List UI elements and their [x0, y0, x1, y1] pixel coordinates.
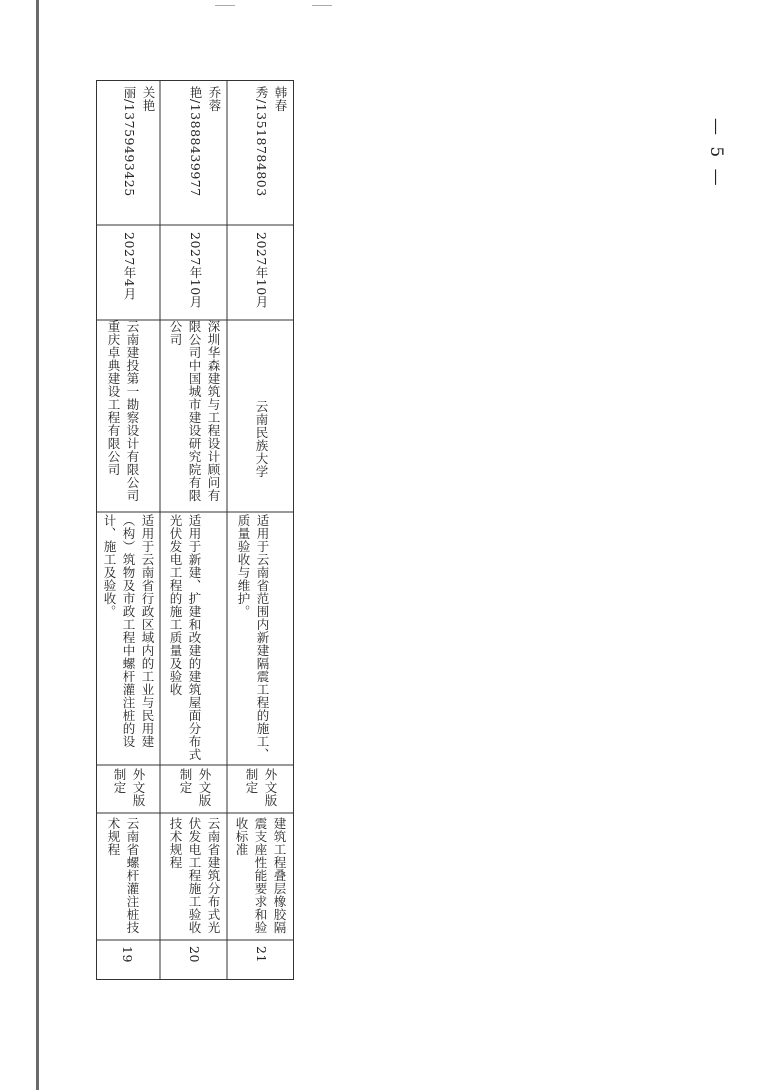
- date-cell: 2027年4月: [122, 232, 137, 301]
- scan-mark: [312, 5, 332, 6]
- contact-cell: 乔蓉艳/13888439977: [188, 86, 222, 197]
- type-cell: 外文版制定: [178, 768, 212, 807]
- name-cell: 云南省螺杆灌注桩技术规程: [106, 817, 140, 934]
- standards-table: [96, 80, 294, 980]
- scope-cell: 适用于云南省范围内新建隔震工程的施工、质量验收与维护。: [236, 514, 270, 761]
- row-number: 21: [254, 946, 269, 963]
- units-cell: 云南民族大学: [254, 400, 269, 478]
- name-cell: 建筑工程叠层橡胶隔震支座性能要求和验收标准: [234, 817, 287, 934]
- type-cell: 外文版制定: [112, 768, 146, 807]
- scan-edge-line: [36, 0, 39, 1090]
- units-cell: 云南建投第一勘察设计有限公司重庆卓典建设工程有限公司: [106, 320, 140, 502]
- type-cell: 外文版制定: [244, 768, 278, 807]
- date-cell: 2027年10月: [188, 232, 203, 309]
- row-number: 20: [187, 946, 202, 963]
- scan-mark: [215, 5, 235, 6]
- contact-cell: 韩春秀/13518784803: [254, 86, 288, 197]
- scope-cell: 适用于新建、扩建和改建的建筑屋面分布式光伏发电工程的施工质量及验收: [168, 514, 202, 761]
- page-number: — 5 —: [706, 118, 726, 189]
- name-cell: 云南省建筑分布式光伏发电工程施工验收技术规程: [168, 817, 221, 934]
- contact-cell: 关艳丽/13759493425: [122, 86, 156, 197]
- scope-cell: 适用于云南省行政区域内的工业与民用建（构）筑物及市政工程中螺杆灌注桩的设计、施工及验收。: [102, 514, 155, 748]
- units-cell: 深圳华森建筑与工程设计顾问有限公司中国城市建设研究院有限公司: [168, 320, 221, 502]
- row-number: 19: [120, 946, 135, 963]
- date-cell: 2027年10月: [254, 232, 269, 309]
